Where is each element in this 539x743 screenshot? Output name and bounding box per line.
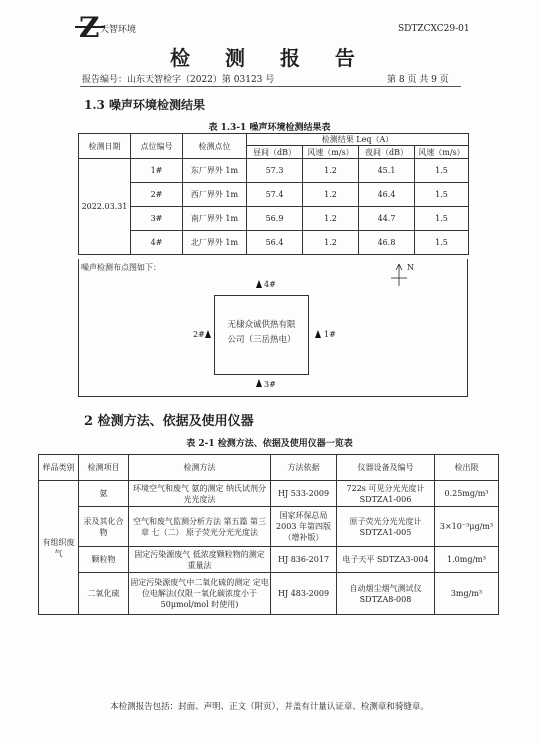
point-3-marker-icon — [256, 379, 262, 387]
table-row — [39, 507, 499, 547]
table-caption-2-1: 表 2-1 检测方法、依据及使用仪器一览表 — [186, 439, 353, 449]
wind-night: 1.5 — [415, 231, 469, 255]
instrument: 自动烟尘烟气测试仪 SDTZA8-008 — [337, 573, 435, 615]
header-result-group: 检测结果 Leq（A） — [247, 134, 469, 146]
wind-day: 1.2 — [303, 183, 359, 207]
night-value: 44.7 — [359, 207, 415, 231]
report-footer-note: 本检测报告包括：封面、声明、正文（附页），并盖有计量认证章、检测章和骑缝章。 — [110, 702, 429, 712]
header-item: 检测项目 — [79, 455, 129, 481]
item: 二氧化硫 — [79, 573, 129, 615]
night-value: 45.1 — [359, 159, 415, 183]
wind-night: 1.5 — [415, 183, 469, 207]
diagram-label: 噪声检测布点图如下： — [81, 263, 161, 272]
basis: HJ 836-2017 — [271, 547, 337, 573]
point-no: 4# — [131, 231, 183, 255]
basis: HJ 483-2009 — [271, 573, 337, 615]
point-no: 1# — [131, 159, 183, 183]
header-location: 检测点位 — [183, 134, 247, 159]
section-heading-1-3: 1.3 噪声环境检测结果 — [84, 98, 206, 112]
item: 氨 — [79, 481, 129, 507]
table-row — [39, 481, 499, 507]
header-basis: 方法依据 — [271, 455, 337, 481]
basis: 国家环保总局 2003 年第四版（增补版） — [271, 507, 337, 547]
measurement-date: 2022.03.31 — [79, 159, 131, 255]
table-row — [39, 547, 499, 573]
point-4-label: 4# — [264, 280, 276, 289]
section-heading-2: 2 检测方法、依据及使用仪器 — [84, 414, 254, 429]
day-value: 57.4 — [247, 183, 303, 207]
night-value: 46.8 — [359, 231, 415, 255]
instrument: 722s 可见分光光度计 SDTZA1-006 — [337, 481, 435, 507]
table-caption-1-3-1: 表 1.3-1 噪声环境检测结果表 — [208, 123, 331, 133]
item: 颗粒物 — [79, 547, 129, 573]
table-row — [79, 183, 469, 207]
instrument: 电子天平 SDTZA3-004 — [337, 547, 435, 573]
point-1-marker-icon — [315, 330, 321, 338]
north-label: N — [407, 263, 414, 272]
header-point-no: 点位编号 — [131, 134, 183, 159]
night-value: 46.4 — [359, 183, 415, 207]
header-category: 样品类别 — [39, 455, 79, 481]
method: 固定污染源废气 低浓度颗粒物的测定 重量法 — [129, 547, 271, 573]
point-no: 3# — [131, 207, 183, 231]
detection-limit: 0.25mg/m³ — [435, 481, 499, 507]
plant-name-line2: 公司（三岳热电） — [227, 335, 296, 345]
point-1-label: 1# — [324, 330, 336, 339]
report-number: 报告编号：山东天智检字（2022）第 03123 号 — [82, 75, 275, 85]
detection-limit: 3mg/m³ — [435, 573, 499, 615]
header-night: 夜间（dB） — [359, 146, 415, 159]
day-value: 57.3 — [247, 159, 303, 183]
sample-category: 有组织废气 — [39, 481, 79, 615]
plant-name-line1: 无棣众诚供热有限 — [227, 320, 296, 330]
document-code: SDTZCXC29-01 — [398, 24, 470, 34]
method: 固定污染源废气中二氧化硫的测定 定电位电解法(仅限一氧化碳浓度小于 50μmol/mol 时使用) — [129, 573, 271, 615]
header-method: 检测方法 — [129, 455, 271, 481]
header-date: 检测日期 — [79, 134, 131, 159]
instrument: 原子荧光分光光度计 SDTZA1-005 — [337, 507, 435, 547]
location: 西厂界外 1m — [183, 183, 247, 207]
header-instrument: 仪器设备及编号 — [337, 455, 435, 481]
table-row — [79, 207, 469, 231]
header-limit: 检出限 — [435, 455, 499, 481]
plant-name — [214, 318, 309, 348]
table-row — [79, 231, 469, 255]
wind-night: 1.5 — [415, 159, 469, 183]
point-3-label: 3# — [264, 380, 276, 389]
header-divider — [80, 86, 461, 87]
page-number: 第 8 页 共 9 页 — [387, 75, 449, 85]
day-value: 56.9 — [247, 207, 303, 231]
table-row — [79, 159, 469, 183]
day-value: 56.4 — [247, 231, 303, 255]
company-logo — [79, 14, 97, 42]
location: 东厂界外 1m — [183, 159, 247, 183]
header-wind-day: 风速（m/s） — [303, 146, 359, 159]
point-2-label: 2# — [193, 330, 205, 339]
wind-day: 1.2 — [303, 207, 359, 231]
header-wind-night: 风速（m/s） — [415, 146, 469, 159]
method: 空气和废气监测分析方法 第五篇 第三章 七（二） 原子荧光分光光度法 — [129, 507, 271, 547]
page-title: 检 测 报 告 — [170, 46, 369, 70]
item: 汞及其化合物 — [79, 507, 129, 547]
point-2-marker-icon — [205, 330, 211, 338]
methods-table — [38, 454, 499, 615]
table-row — [39, 573, 499, 615]
company-name: 天智环境 — [100, 25, 137, 35]
noise-results-table — [78, 133, 469, 255]
location: 北厂界外 1m — [183, 231, 247, 255]
basis: HJ 533-2009 — [271, 481, 337, 507]
point-4-marker-icon — [256, 280, 262, 288]
location: 南厂界外 1m — [183, 207, 247, 231]
detection-limit: 1.0mg/m³ — [435, 547, 499, 573]
wind-day: 1.2 — [303, 159, 359, 183]
point-no: 2# — [131, 183, 183, 207]
method: 环境空气和废气 氨的测定 纳氏试剂分光光度法 — [129, 481, 271, 507]
wind-night: 1.5 — [415, 207, 469, 231]
wind-day: 1.2 — [303, 231, 359, 255]
detection-limit: 3×10⁻³μg/m³ — [435, 507, 499, 547]
header-day: 昼间（dB） — [247, 146, 303, 159]
